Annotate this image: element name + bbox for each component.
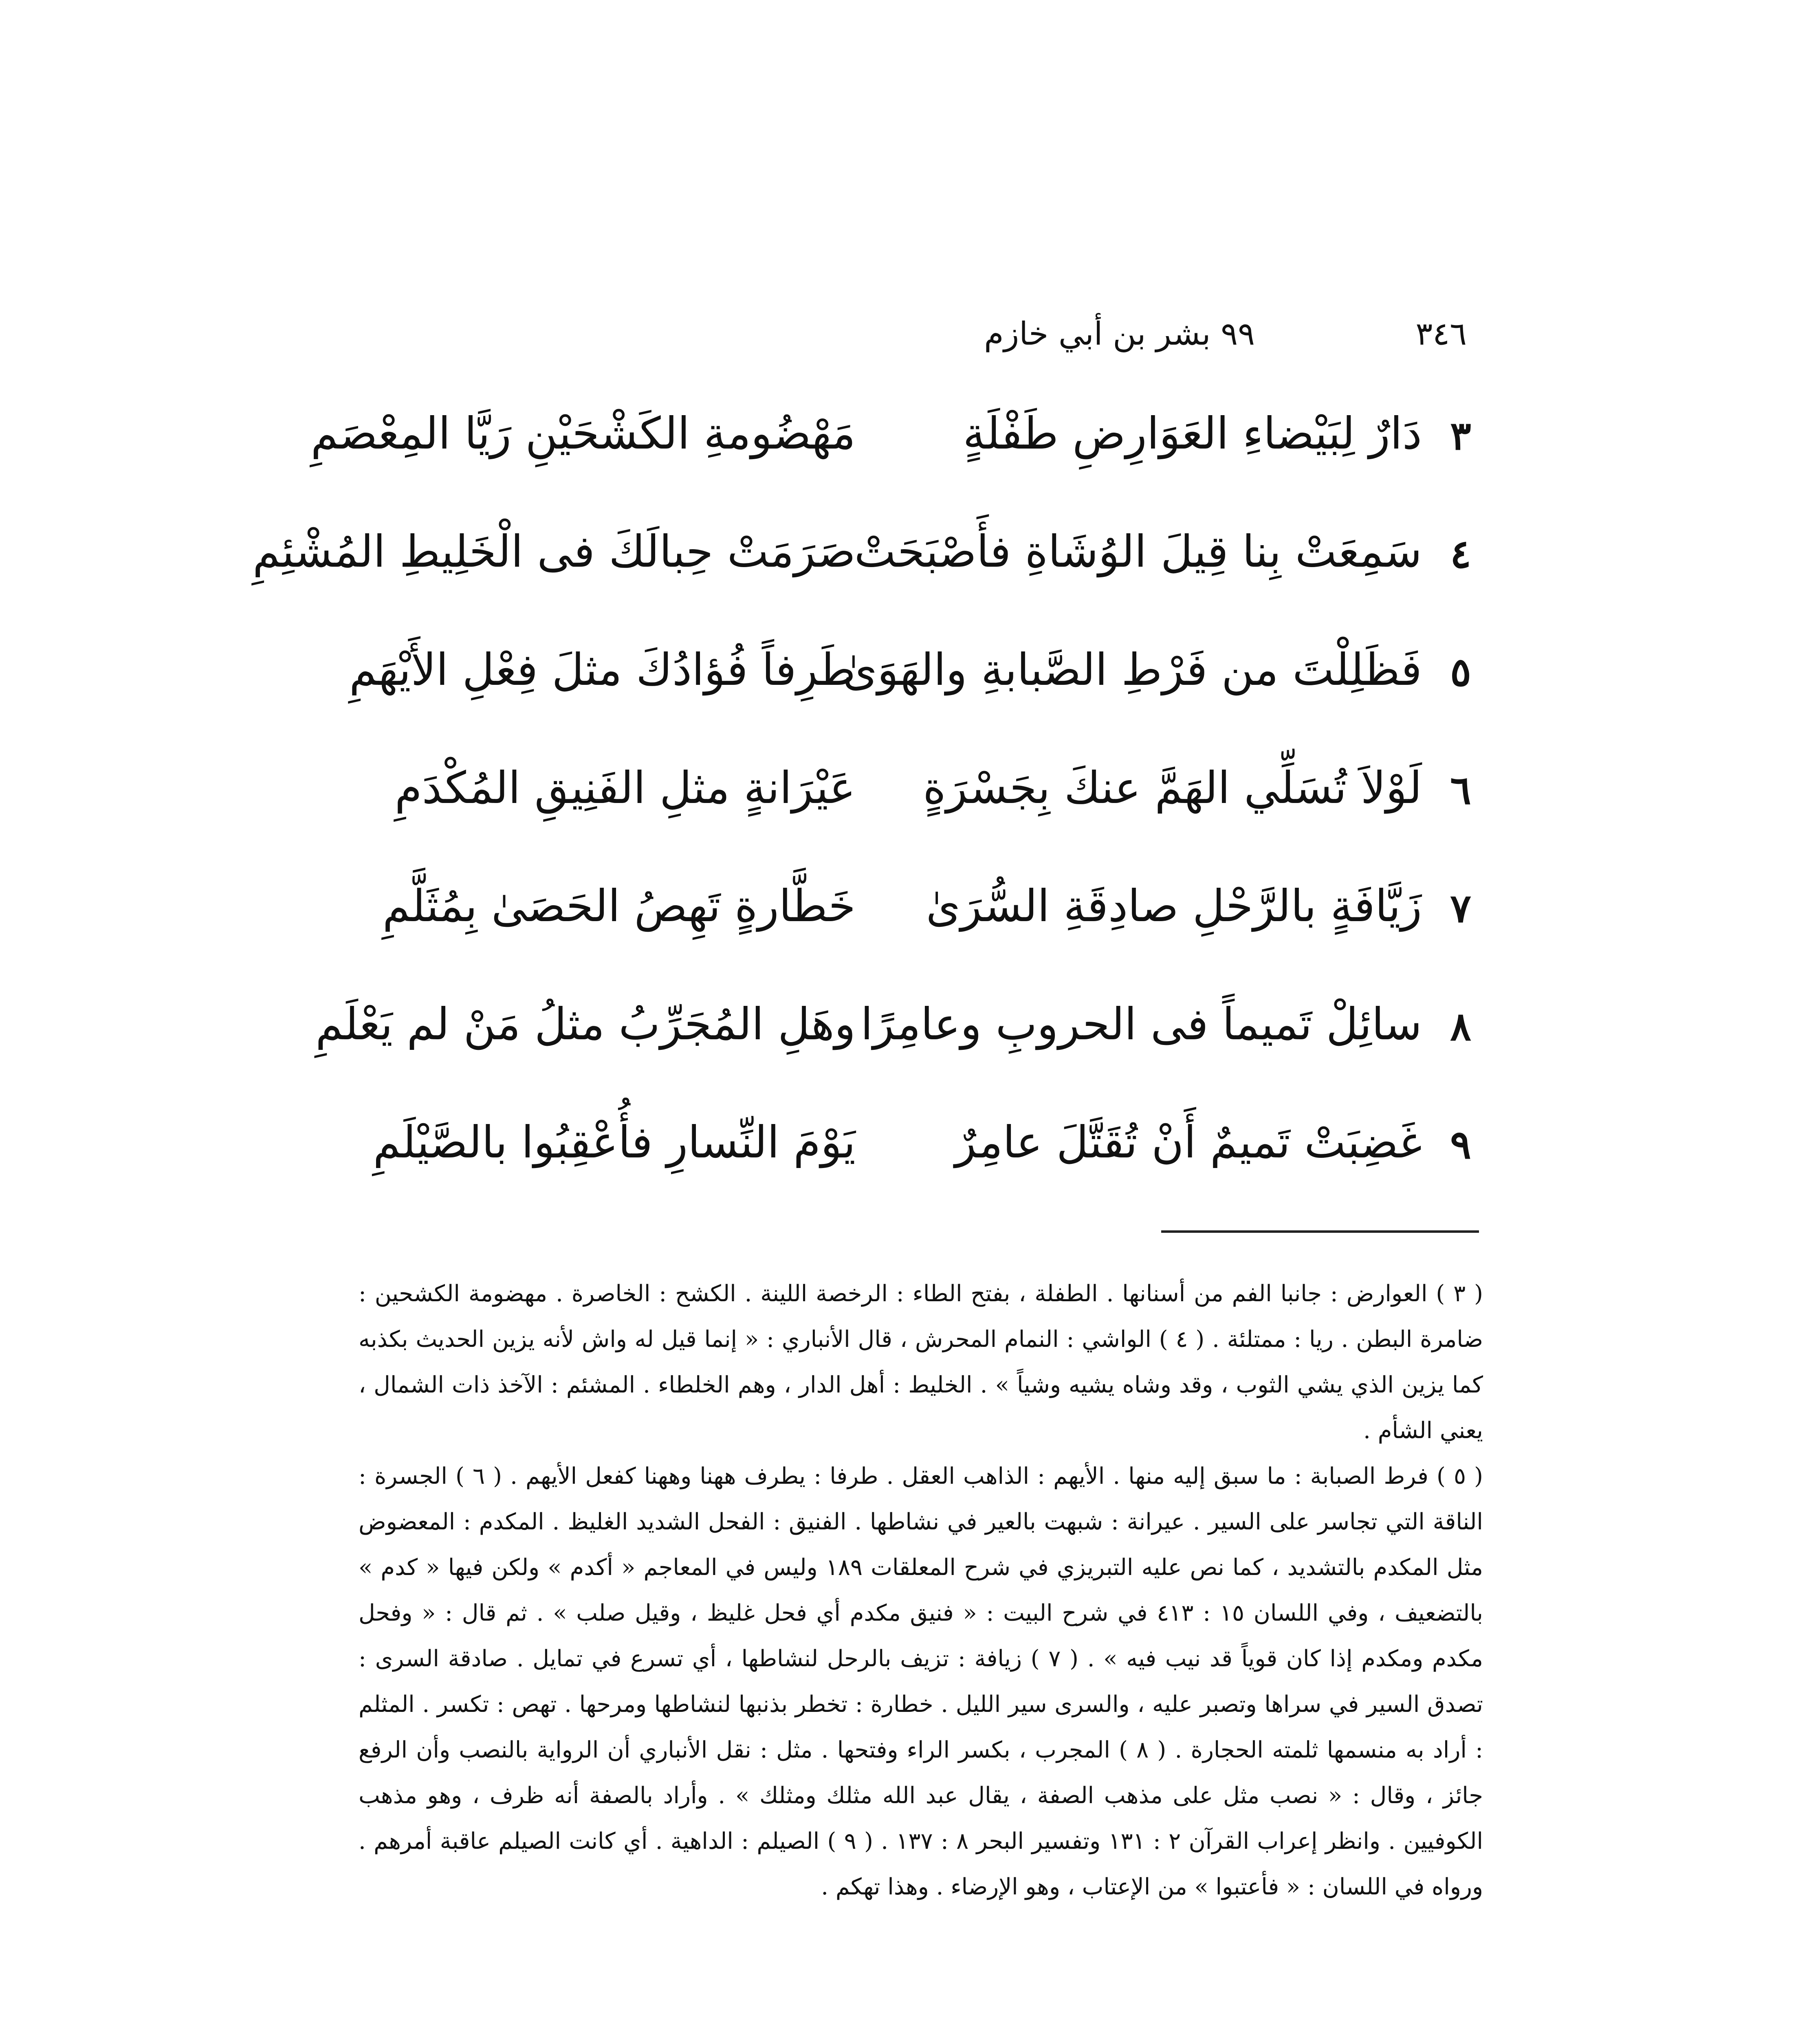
verse-line <box>310 379 1483 497</box>
verse-number: ٩ <box>1450 1122 1471 1168</box>
verse-first-hemistich: سائِلْ تَميماً فى الحروبِ وعامِرًا <box>860 999 1422 1050</box>
verse-first-hemistich: زَيَّافَةٍ بالرَّحْلِ صادِقَةِ السُّرَىٰ <box>926 881 1422 932</box>
verse-second-hemistich: مَهْضُومةِ الكَشْحَيْنِ رَيَّا المِعْصَمِ <box>310 408 856 459</box>
verse-line <box>359 851 1483 970</box>
verse-second-hemistich: خَطَّارةٍ تَهِصُ الحَصَىٰ بِمُثَلَّمِ <box>382 881 856 932</box>
verse-number: ٤ <box>1450 531 1471 577</box>
verse-line <box>253 497 1483 615</box>
running-header <box>359 310 1467 359</box>
footnote-paragraph: ( ٥ ) فرط الصبابة : ما سبق إليه منها . الأيهم : الذاهب العقل . طرفا : يطرف ههنا وههنا كفعل الأيهم . ( ٦ ) الجسرة : الناقة التي تجاسر على السير . عيرانة : شبهت بالعير في نشاطها . الفنيق : الفحل الشديد الغليظ . المكدم : المعضوض مثل المكدم بالتشديد ، كما نص عليه التبريزي في شرح المعلقات ١٨٩ وليس في المعاجم « أكدم » ولكن فيها « كدم » بالتضعيف ، وفي اللسان ١٥ : ٤١٣ في شرح البيت : « فنيق مكدم أي فحل غليظ ، وقيل صلب » . ثم قال : « وفحل مكدم ومكدم إذا كان قوياً قد نيب فيه » . ( ٧ ) زيافة : تزيف بالرحل لنشاطها ، أي تسرع في تمايل . صادقة السرى : تصدق السير في سراها وتصبر عليه ، والسرى سير الليل . خطارة : تخطر بذنبها لنشاطها ومرحها . تهص : تكسر . المثلم : أراد به منسمها ثلمته الحجارة . ( ٨ ) المجرب ، بكسر الراء وفتحها . مثل : نقل الأنباري أن الرواية بالنصب وأن الرفع جائز ، وقال : « نصب مثل على مذهب الصفة ، يقال عبد الله مثلك ومثلك » . وأراد بالصفة أنه ظرف ، وهو مذهب الكوفيين . وانظر إعراب القرآن ٢ : ١٣١ وتفسير البحر ٨ : ١٣٧ . ( ٩ ) الصيلم : الداهية . أي كانت الصيلم عاقبة أمرهم . ورواه في اللسان : « فأعتبوا » من الإعتاب ، وهو الإرضاء . وهذا تهكم . <box>359 1463 1483 1900</box>
verse-second-hemistich: عَيْرَانةٍ مثلِ الفَنِيقِ المُكْدَمِ <box>394 763 856 814</box>
verse-line <box>359 1088 1483 1206</box>
verse-number: ٨ <box>1450 1003 1471 1049</box>
running-title: ٩٩ بشر بن أبي خازم <box>984 316 1255 352</box>
verse-first-hemistich: لَوْلاَ تُسَلِّي الهَمَّ عنكَ بِجَسْرَةٍ <box>923 763 1422 814</box>
verse-first-hemistich: فَظَلِلْتَ من فَرْطِ الصَّبابةِ والهَوَىٰ <box>843 645 1422 695</box>
verse-line <box>359 733 1483 851</box>
footnotes <box>359 1271 1483 1910</box>
verse-line <box>349 615 1483 733</box>
footnote-paragraph: ( ٣ ) العوارض : جانبا الفم من أسنانها . الطفلة ، بفتح الطاء : الرخصة اللينة . الكشح : الخاصرة . مهضومة الكشحين : ضامرة البطن . ريا : ممتلئة . ( ٤ ) الواشي : النمام المحرش ، قال الأنباري : « إنما قيل له واش لأنه يزين الحديث بكذبه كما يزين الذي يشي الثوب ، وقد وشاه يشيه وشياً » . الخليط : أهل الدار ، وهم الخلطاء . المشئم : الآخذ ذات الشمال ، يعني الشأم . <box>359 1280 1483 1444</box>
verse-first-hemistich: غَضِبَتْ تَميمٌ أَنْ تُقَتَّلَ عامِرٌ <box>955 1117 1422 1168</box>
verse-second-hemistich: طَرِفاً فُؤادُكَ مثلَ فِعْلِ الأَيْهَمِ <box>349 645 856 695</box>
footnote-separator <box>1161 1230 1479 1233</box>
verse-number: ٦ <box>1450 767 1471 813</box>
verse-second-hemistich: وهَلِ المُجَرِّبُ مثلُ مَنْ لم يَعْلَمِ <box>315 999 856 1050</box>
page-number: ٣٤٦ <box>1415 316 1467 352</box>
verse-line <box>315 970 1483 1088</box>
verse-second-hemistich: صَرَمَتْ حِبالَكَ فى الْخَلِيطِ المُشْئِمِ <box>253 526 856 577</box>
poem-verses <box>253 379 1483 1206</box>
verse-first-hemistich: دَارٌ لِبَيْضاءِ العَوَارِضِ طَفْلَةٍ <box>963 408 1422 459</box>
verse-number: ٥ <box>1450 649 1471 695</box>
verse-number: ٧ <box>1450 885 1471 931</box>
verse-second-hemistich: يَوْمَ النِّسارِ فأُعْقِبُوا بالصَّيْلَمِ <box>373 1117 856 1168</box>
verse-number: ٣ <box>1450 413 1471 459</box>
verse-first-hemistich: سَمِعَتْ بِنا قِيلَ الوُشَاةِ فأَصْبَحَتْ <box>854 526 1422 577</box>
